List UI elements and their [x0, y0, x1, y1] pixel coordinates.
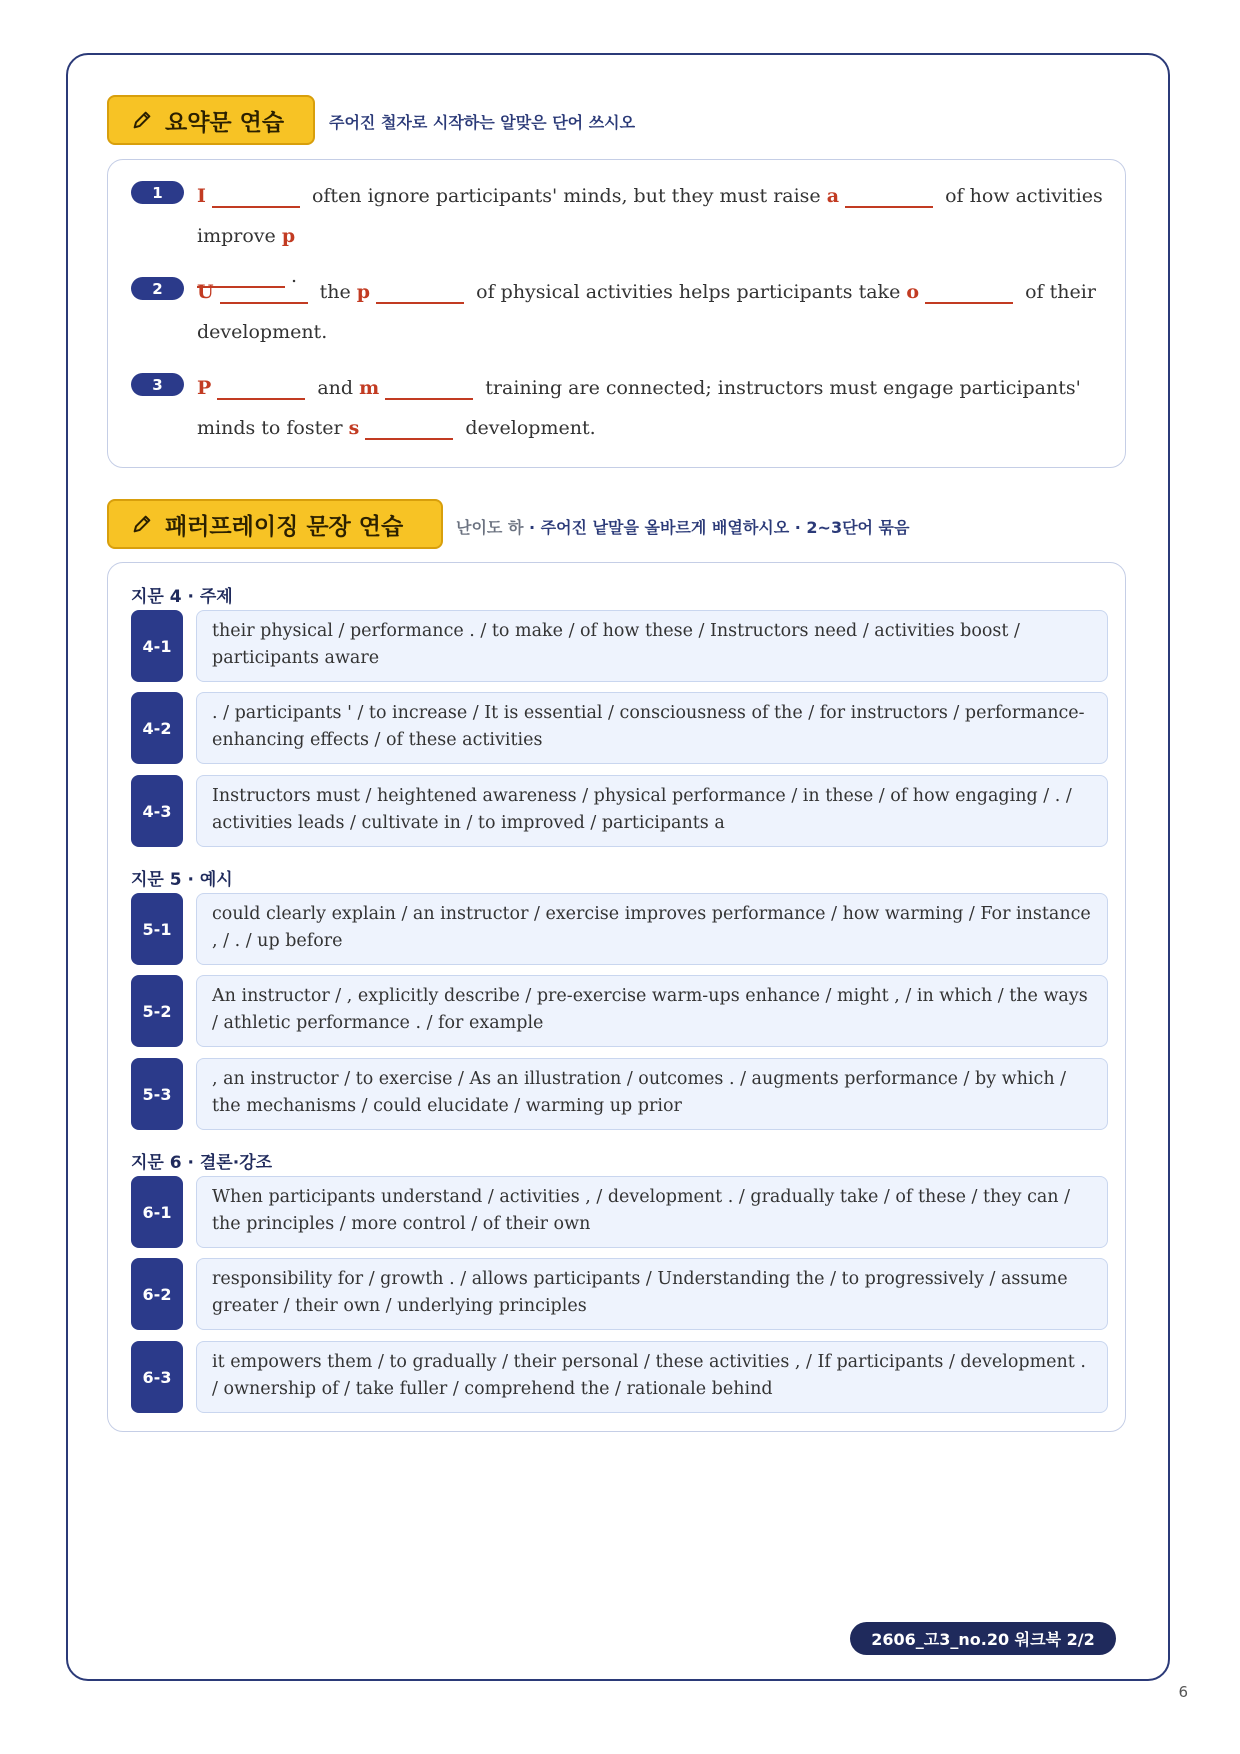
summary-instruction: 주어진 철자로 시작하는 알맞은 단어 쓰시오 [329, 113, 636, 132]
question-number: 6-3 [131, 1341, 183, 1413]
summary-text: of how activities improve [197, 185, 1103, 247]
summary-text: training are connected; instructors must engage participants' minds to foster [197, 377, 1081, 439]
summary-item [197, 272, 1109, 352]
answer-blank[interactable] [220, 280, 308, 304]
question-number: 4-2 [131, 692, 183, 764]
passage-label: 지문 6 · 결론·강조 [131, 1153, 273, 1173]
paraphrase-section-tag [107, 499, 443, 549]
answer-blank[interactable] [365, 416, 453, 440]
word-chunks-card: their physical / performance . / to make / of how these / Instructors need / activities boost / participants aware [196, 610, 1108, 682]
word-chunks-card: An instructor / , explicitly describe / pre-exercise warm-ups enhance / might , / in which / the ways / athletic performance . / for example [196, 975, 1108, 1047]
word-chunks-card: responsibility for / growth . / allows participants / Understanding the / to progressively / assume greater / their own / underlying principles [196, 1258, 1108, 1330]
summary-item-number: 2 [131, 277, 184, 300]
paraphrase-instruction-text: · 주어진 낱말을 올바르게 배열하시오 · 2~3단어 묶음 [528, 518, 910, 537]
question-number: 5-2 [131, 975, 183, 1047]
pencil-icon [131, 109, 153, 131]
summary-text: development. [465, 417, 596, 439]
word-chunks-card: could clearly explain / an instructor / exercise improves performance / how warming / For instance , / . / up before [196, 893, 1108, 965]
summary-text: often ignore participants' minds, but they must raise [311, 185, 821, 207]
initial-letter: P [197, 377, 212, 399]
pencil-icon [131, 513, 153, 535]
answer-blank[interactable] [217, 376, 305, 400]
passage-label: 지문 5 · 예시 [131, 870, 233, 890]
question-number: 6-2 [131, 1258, 183, 1330]
summary-item [197, 368, 1109, 448]
summary-section-tag [107, 95, 315, 145]
summary-text: of physical activities helps participants take [476, 281, 901, 303]
page-number: 6 [1178, 1683, 1188, 1701]
footer-label: 2606_고3_no.20 워크북 2/2 [850, 1622, 1116, 1655]
question-number: 6-1 [131, 1176, 183, 1248]
initial-letter: I [197, 185, 206, 207]
word-chunks-card: . / participants ' / to increase / It is essential / consciousness of the / for instructors / performance-enhancing effects / of these activities [196, 692, 1108, 764]
difficulty-label: 난이도 하 [456, 518, 524, 537]
initial-letter: s [348, 417, 360, 439]
summary-item-number: 3 [131, 373, 184, 396]
summary-item-number: 1 [131, 181, 184, 204]
word-chunks-card: Instructors must / heightened awareness / physical performance / in these / of how engaging / . / activities leads / cultivate in / to improved / participants a [196, 775, 1108, 847]
answer-blank[interactable] [845, 184, 933, 208]
initial-letter: U [197, 281, 214, 303]
paraphrase-instruction [456, 515, 909, 538]
summary-text: of their development. [197, 281, 1096, 343]
answer-blank[interactable] [925, 280, 1013, 304]
summary-text: and [317, 377, 354, 399]
answer-blank[interactable] [385, 376, 473, 400]
paraphrase-section-title: 패러프레이징 문장 연습 [165, 513, 404, 540]
answer-blank[interactable] [212, 184, 300, 208]
initial-letter: a [826, 185, 840, 207]
question-number: 5-1 [131, 893, 183, 965]
word-chunks-card: , an instructor / to exercise / As an illustration / outcomes . / augments performance / by which / the mechanisms / could elucidate / warming up prior [196, 1058, 1108, 1130]
passage-label: 지문 4 · 주제 [131, 587, 233, 607]
summary-section-title: 요약문 연습 [165, 109, 285, 136]
answer-blank[interactable] [376, 280, 464, 304]
initial-letter: o [906, 281, 920, 303]
initial-letter: p [281, 225, 296, 247]
summary-text: the [319, 281, 351, 303]
question-number: 4-3 [131, 775, 183, 847]
initial-letter: p [356, 281, 371, 303]
word-chunks-card: it empowers them / to gradually / their personal / these activities , / If participants / development . / ownership of / take fuller / comprehend the / rationale behind [196, 1341, 1108, 1413]
question-number: 4-1 [131, 610, 183, 682]
question-number: 5-3 [131, 1058, 183, 1130]
summary-text: . [291, 265, 298, 287]
initial-letter: m [359, 377, 380, 399]
word-chunks-card: When participants understand / activities , / development . / gradually take / of these / they can / the principles / more control / of their own [196, 1176, 1108, 1248]
